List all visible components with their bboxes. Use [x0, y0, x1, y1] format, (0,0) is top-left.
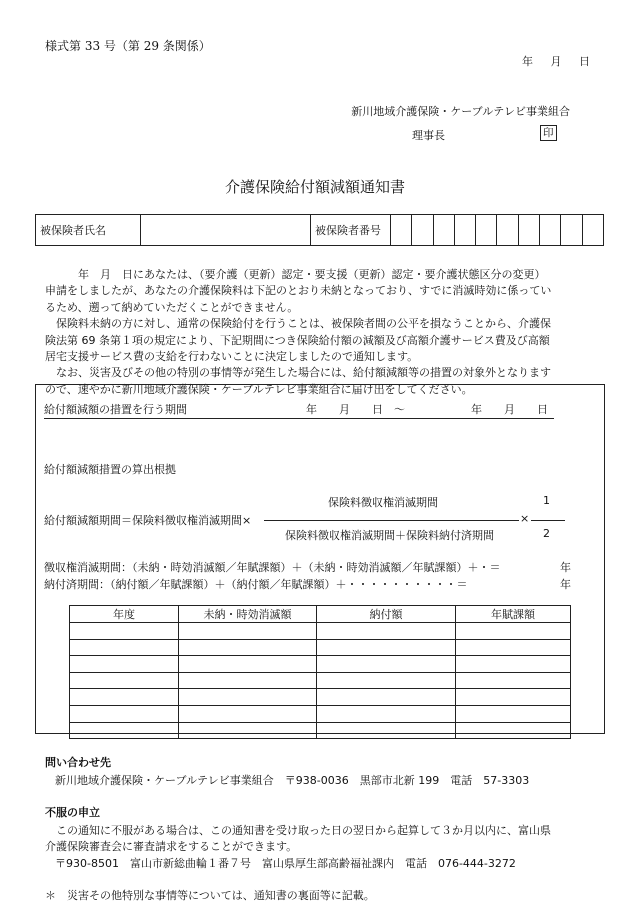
footnote: ＊ 災害その他特別な事情等については、通知書の裏面等に記載。: [45, 889, 375, 902]
year-unit: 年: [560, 578, 571, 591]
table-cell[interactable]: [317, 656, 456, 673]
payment-record-table: [69, 605, 571, 739]
table-cell[interactable]: [179, 623, 317, 640]
insured-number-digit[interactable]: [540, 215, 561, 246]
table-cell[interactable]: [179, 672, 317, 689]
table-cell[interactable]: [456, 722, 571, 739]
insured-name-field[interactable]: [141, 215, 311, 246]
insured-number-digit[interactable]: [412, 215, 433, 246]
table-cell[interactable]: [456, 689, 571, 706]
issuer-organization: 新川地域介護保険・ケーブルテレビ事業組合: [351, 105, 570, 118]
insured-number-digit[interactable]: [476, 215, 497, 246]
appeal-heading: 不服の申立: [45, 806, 100, 819]
table-cell[interactable]: [179, 705, 317, 722]
col-header-annual-charge: 年賦課額: [456, 606, 571, 623]
issue-date: 年 月 日: [522, 55, 590, 68]
table-cell[interactable]: [70, 656, 179, 673]
insured-number-digit[interactable]: [518, 215, 539, 246]
table-cell[interactable]: [456, 705, 571, 722]
appeal-line: 介護保険審査会に審査請求をすることができます。: [45, 840, 298, 853]
period-from: 年 月 日 ～: [306, 403, 405, 416]
body-line: 険法第 69 条第１項の規定により、下記期間につき保険給付額の減額及び高額介護サービス費及び高額: [45, 333, 550, 347]
insured-number-digit[interactable]: [391, 215, 412, 246]
contact-heading: 問い合わせ先: [45, 756, 111, 769]
table-cell[interactable]: [317, 722, 456, 739]
table-cell[interactable]: [179, 656, 317, 673]
table-cell[interactable]: [179, 689, 317, 706]
table-row: [70, 639, 571, 656]
table-cell[interactable]: [456, 639, 571, 656]
period-label: 給付額減額の措置を行う期間: [44, 403, 187, 416]
insured-id-table: [35, 214, 604, 246]
formula-fraction-bar: [264, 520, 519, 521]
notice-body: [45, 267, 597, 398]
table-cell[interactable]: [70, 722, 179, 739]
table-cell[interactable]: [456, 656, 571, 673]
table-cell[interactable]: [317, 672, 456, 689]
table-cell[interactable]: [456, 672, 571, 689]
table-row: [70, 722, 571, 739]
body-line: 申請をしましたが、あなたの介護保険料は下記のとおり未納となっており、すでに消滅時効に係ってい: [45, 284, 552, 298]
body-line: なお、災害及びその他の特別の事情等が発生した場合には、給付額減額等の措置の対象外となります: [45, 366, 551, 380]
insured-number-digit[interactable]: [561, 215, 582, 246]
table-cell[interactable]: [70, 705, 179, 722]
calc-paid-period: 納付済期間：（納付額／年賦課額）＋（納付額／年賦課額）＋・・・・・・・・・・＝: [44, 578, 468, 591]
form-number: 様式第 33 号（第 29 条関係）: [45, 39, 211, 53]
body-line: 居宅支援サービス費の支給を行わないことに決定しましたので通知します。: [45, 350, 419, 364]
calc-extinct-period: 徴収権消滅期間：（未納・時効消滅額／年賦課額）＋（未納・時効消滅額／年賦課額）＋・＝: [44, 561, 501, 574]
body-line: 保険料未納の方に対し、通常の保険給付を行うことは、被保険者間の公平を損なうことから、介護保: [45, 317, 551, 331]
insured-number-digit[interactable]: [433, 215, 454, 246]
table-row: [70, 672, 571, 689]
table-row: [70, 656, 571, 673]
table-cell[interactable]: [317, 689, 456, 706]
payment-record-rows: [70, 623, 571, 739]
table-cell[interactable]: [179, 639, 317, 656]
chief-title: 理事長: [412, 129, 445, 142]
body-line: るため、遡って納めていただくことができません。: [45, 300, 299, 314]
formula-lhs: 給付額減額期間＝保険料徴収権消滅期間×: [44, 514, 252, 527]
insured-number-label: 被保険者番号: [311, 215, 391, 246]
table-cell[interactable]: [317, 639, 456, 656]
table-cell[interactable]: [179, 722, 317, 739]
body-line: ので、速やかに新川地域介護保険・ケーブルテレビ事業組合に届け出をしてください。: [45, 382, 473, 396]
table-cell[interactable]: [317, 705, 456, 722]
insured-number-digit[interactable]: [497, 215, 518, 246]
table-cell[interactable]: [317, 623, 456, 640]
formula-half-bar: [531, 520, 565, 521]
table-cell[interactable]: [70, 639, 179, 656]
table-cell[interactable]: [70, 672, 179, 689]
table-cell[interactable]: [456, 623, 571, 640]
insured-number-digit[interactable]: [454, 215, 475, 246]
body-line: 年 月 日にあなたは、（要介護（更新）認定・要支援（更新）認定・要介護状態区分の変更）: [45, 268, 546, 281]
document-title: 介護保険給付額減額通知書: [224, 178, 405, 196]
col-header-paid-amount: 納付額: [317, 606, 456, 623]
seal-mark: 印: [540, 125, 557, 141]
col-header-unpaid-amount: 未納・時効消滅額: [179, 606, 317, 623]
col-header-fiscal-year: 年度: [70, 606, 179, 623]
contact-line: 新川地域介護保険・ケーブルテレビ事業組合 〒938-0036 黒部市北新 199 電話 57-3303: [55, 774, 530, 787]
table-row: [70, 623, 571, 640]
formula-one: 1: [543, 494, 550, 507]
formula-numerator: 保険料徴収権消滅期間: [328, 496, 438, 509]
appeal-address: 〒930-8501 富山市新総曲輪１番７号 富山県厚生部高齢福祉課内 電話 076-444-3272: [55, 857, 516, 870]
basis-label: 給付額減額措置の算出根拠: [44, 463, 176, 476]
formula-denominator: 保険料徴収権消滅期間＋保険料納付済期間: [285, 529, 494, 542]
year-unit: 年: [560, 561, 571, 574]
appeal-line: この通知に不服がある場合は、この通知書を受け取った日の翌日から起算して３か月以内に、富山県: [45, 824, 551, 837]
table-cell[interactable]: [70, 623, 179, 640]
insured-number-digit[interactable]: [582, 215, 603, 246]
table-row: [70, 689, 571, 706]
formula-two: 2: [543, 527, 550, 540]
reduction-measure-box: [35, 384, 605, 734]
table-cell[interactable]: [70, 689, 179, 706]
insured-name-label: 被保険者氏名: [36, 215, 141, 246]
period-to: 年 月 日: [471, 403, 548, 416]
formula-times: ×: [520, 512, 530, 525]
table-row: [70, 705, 571, 722]
